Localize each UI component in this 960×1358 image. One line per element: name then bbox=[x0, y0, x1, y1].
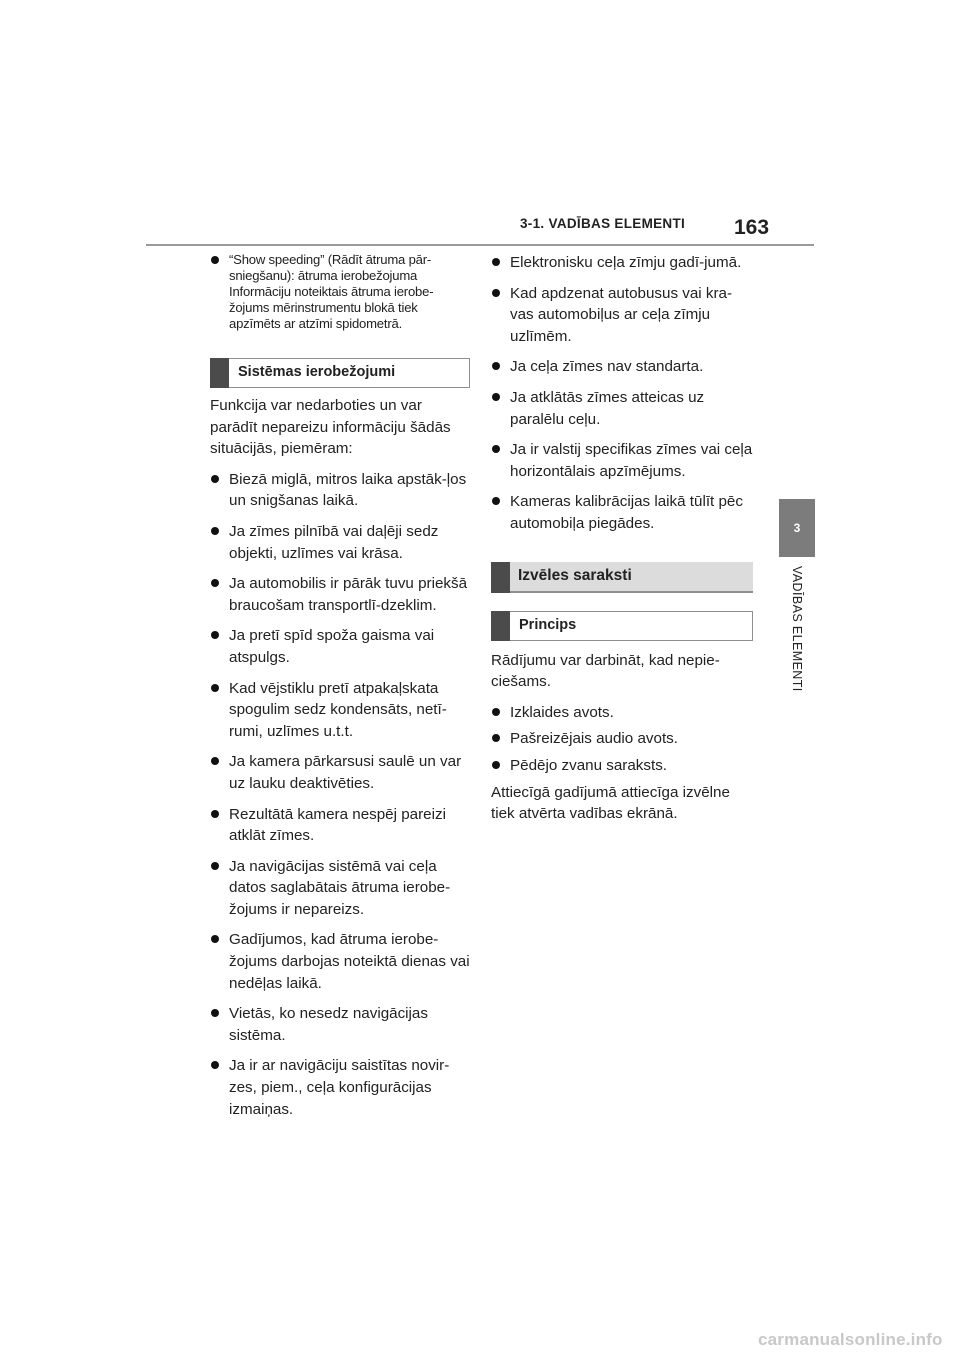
list-item: Gadījumos, kad ātruma ierobe-žojums darbojas noteiktā dienas vai nedēļas laikā. bbox=[210, 929, 470, 994]
principle-paragraph: Rādījumu var darbināt, kad nepie-ciešams. bbox=[491, 651, 720, 691]
list-item: Rezultātā kamera nespēj pareizi atklāt zīmes. bbox=[210, 804, 470, 847]
subsection-heading-text: Princips bbox=[519, 616, 577, 633]
list-item: Biezā miglā, mitros laika apstāk-ļos un snigšanas laikā. bbox=[210, 469, 470, 512]
list-item: Ja kamera pārkarsusi saulē un var uz lauku deaktivēties. bbox=[210, 751, 470, 794]
list-item: Ja ceļa zīmes nav standarta. bbox=[491, 356, 753, 378]
header-section-title: 3-1. VADĪBAS ELEMENTI bbox=[520, 216, 686, 231]
heading-marker bbox=[491, 611, 510, 641]
left-column bbox=[210, 252, 470, 1129]
chapter-tab bbox=[779, 499, 815, 557]
chapter-tab-number: 3 bbox=[793, 521, 801, 535]
list-item: Kad vējstiklu pretī atpakaļskata spogulim sedz kondensāts, netī-rumi, uzlīmes u.t.t. bbox=[210, 678, 470, 743]
list-item: Ja atklātās zīmes atteicas uz paralēlu ceļu. bbox=[491, 387, 753, 430]
list-item: Ja pretī spīd spoža gaisma vai atspulgs. bbox=[210, 625, 470, 668]
chapter-side-label: VADĪBAS ELEMENTI bbox=[790, 566, 804, 692]
limitations-paragraph: Funkcija var nedarboties un var parādīt nepareizu informāciju šādās situācijās, piemēram: bbox=[210, 397, 451, 458]
watermark: carmanualsonline.info bbox=[758, 1330, 943, 1349]
list-item: Vietās, ko nesedz navigācijas sistēma. bbox=[210, 1003, 470, 1046]
right-column bbox=[491, 252, 753, 834]
list-item: Kameras kalibrācijas laikā tūlīt pēc automobiļa piegādes. bbox=[491, 491, 753, 534]
list-item: Pašreizējais audio avots. bbox=[491, 728, 753, 750]
intro-bullet: “Show speeding” (Rādīt ātruma pār-sniegšanu): ātruma ierobežojuma Informāciju noteiktais ātruma ierobe-žojums mērinstrumentu blokā tiek apzīmēts ar atzīmi spidometrā. bbox=[210, 252, 470, 332]
heading-marker bbox=[210, 358, 229, 388]
section-heading-selection-lists bbox=[491, 562, 753, 593]
subsection-heading-principle bbox=[491, 611, 753, 641]
header-divider bbox=[146, 244, 814, 246]
list-item: Ja ir ar navigāciju saistītas novir-zes, piem., ceļa konfigurācijas izmaiņas. bbox=[210, 1055, 470, 1120]
list-item: Kad apdzenat autobusus vai kra-vas automobiļus ar ceļa zīmju uzlīmēm. bbox=[491, 283, 753, 348]
list-item: Ja navigācijas sistēmā vai ceļa datos saglabātais ātruma ierobe-žojums ir nepareizs. bbox=[210, 856, 470, 921]
section-heading-limitations bbox=[210, 358, 470, 388]
list-item: Elektronisku ceļa zīmju gadī-jumā. bbox=[491, 252, 753, 274]
list-item: Pēdējo zvanu saraksts. bbox=[491, 755, 753, 777]
list-item: Ja automobilis ir pārāk tuvu priekšā braucošam transportlī-dzeklim. bbox=[210, 573, 470, 616]
closing-paragraph: Attiecīgā gadījumā attiecīga izvēlne tiek atvērta vadības ekrānā. bbox=[491, 783, 730, 823]
section-heading-text: Sistēmas ierobežojumi bbox=[238, 364, 396, 380]
heading-marker bbox=[491, 562, 510, 593]
page-number: 163 bbox=[734, 216, 770, 239]
list-item: Ja ir valstij specifikas zīmes vai ceļa horizontālais apzīmējums. bbox=[491, 439, 753, 482]
list-item: Izklaides avots. bbox=[491, 702, 753, 724]
list-item: Ja zīmes pilnībā vai daļēji sedz objekti, uzlīmes vai krāsa. bbox=[210, 521, 470, 564]
section-heading-text: Izvēles saraksti bbox=[518, 566, 632, 584]
